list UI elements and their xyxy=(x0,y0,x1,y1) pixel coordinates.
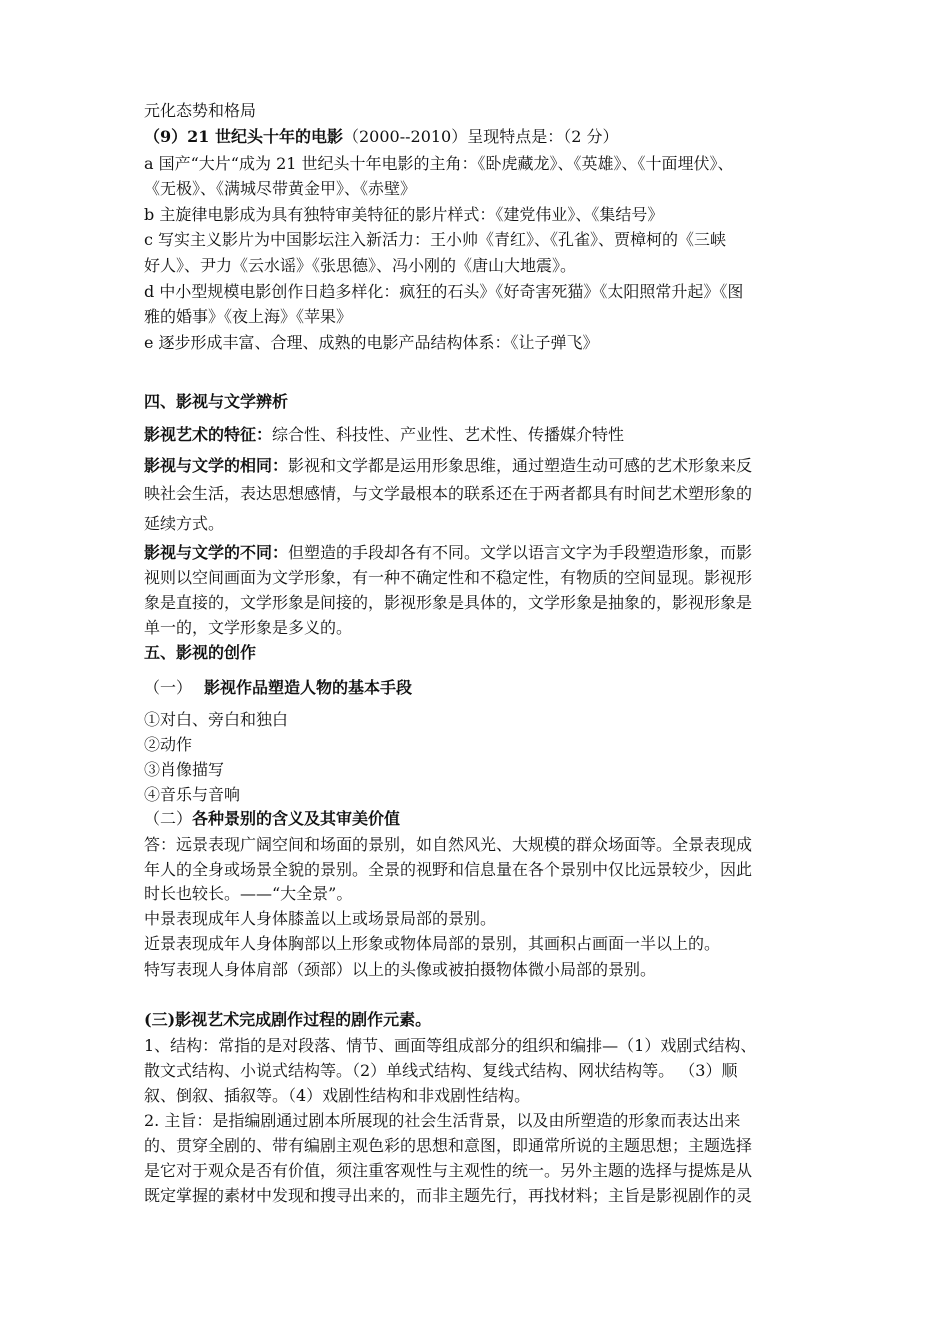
section-heading-5: 五、影视的创作 xyxy=(144,643,257,662)
label-bold: 影视与文学的不同： xyxy=(144,543,289,562)
section-heading-9 xyxy=(144,127,619,147)
text-line: 好人》、尹力《云水谣》《张思德》、冯小刚的《唐山大地震》。 xyxy=(144,256,577,275)
text-line: b 主旋律电影成为具有独特审美特征的影片样式：《建党伟业》、《集结号》 xyxy=(144,205,664,224)
text-line: 《无极》、《满城尽带黄金甲》、《赤壁》 xyxy=(144,179,417,198)
label-text: 但塑造的手段却各有不同。文学以语言文字为手段塑造形象，而影 xyxy=(288,543,753,562)
text-line: 映社会生活，表达思想感情，与文学最根本的联系还在于两者都具有时间艺术塑形象的 xyxy=(144,484,753,503)
text-line: c 写实主义影片为中国影坛注入新活力：王小帅《青红》、《孔雀》、贾樟柯的《三峡 xyxy=(144,230,727,249)
text-line: 的、贯穿全剧的、带有编剧主观色彩的思想和意图，即通常所说的主题思想；主题选择 xyxy=(144,1136,753,1155)
text-line: 雅的婚事》《夜上海》《苹果》 xyxy=(144,307,353,326)
text-line: 延续方式。 xyxy=(144,514,225,533)
list-item: ②动作 xyxy=(144,735,193,754)
subsection-heading xyxy=(144,809,400,829)
paragraph-line xyxy=(144,543,752,563)
text-line: 2. 主旨：是指编剧通过剧本所展现的社会生活背景，以及由所塑造的形象而表达出来 xyxy=(144,1111,741,1130)
text-line: 元化态势和格局 xyxy=(144,101,257,120)
subsection-title: 影视作品塑造人物的基本手段 xyxy=(204,678,413,697)
list-item: ①对白、旁白和独白 xyxy=(144,710,289,729)
subsection-heading xyxy=(144,678,412,698)
text-line: 特写表现人身体肩部（颈部）以上的头像或被拍摄物体微小局部的景别。 xyxy=(144,960,657,979)
subsection-title: 各种景别的含义及其审美价值 xyxy=(192,809,401,828)
label-bold: 影视艺术的特征： xyxy=(144,425,273,444)
text-line: 叙、倒叙、插叙等。（4）戏剧性结构和非戏剧性结构。 xyxy=(144,1086,531,1105)
text-line: 视则以空间画面为文学形象，有一种不确定性和不稳定性，有物质的空间显现。影视形 xyxy=(144,568,753,587)
text-line: 答：远景表现广阔空间和场面的景别，如自然风光、大规模的群众场面等。全景表现成 xyxy=(144,835,753,854)
text-line: 散文式结构、小说式结构等。（2）单线式结构、复线式结构、网状结构等。 （3）顺 xyxy=(144,1061,738,1080)
subsection-number: （二） xyxy=(144,809,193,828)
text-line: 1、结构：常指的是对段落、情节、画面等组成部分的组织和编排—（1）戏剧式结构、 xyxy=(144,1036,757,1055)
text-line: 近景表现成年人身体胸部以上形象或物体局部的景别，其画积占画面一半以上的。 xyxy=(144,934,721,953)
text-line: 是它对于观众是否有价值，须注重客观性与主观性的统一。另外主题的选择与提炼是从 xyxy=(144,1161,753,1180)
list-item: ③肖像描写 xyxy=(144,760,225,779)
heading-bold-part: （9）21 世纪头十年的电影 xyxy=(144,127,343,146)
label-text: 影视和文学都是运用形象思维，通过塑造生动可感的艺术形象来反 xyxy=(288,456,753,475)
subsection-heading-3: (三)影视艺术完成剧作过程的剧作元素。 xyxy=(144,1010,432,1029)
section-heading-4: 四、影视与文学辨析 xyxy=(144,392,289,411)
text-line: e 逐步形成丰富、合理、成熟的电影产品结构体系：《让子弹飞》 xyxy=(144,333,599,352)
subsection-number: （一） xyxy=(144,678,193,697)
text-line: 象是直接的，文学形象是间接的，影视形象是具体的，文学形象是抽象的，影视形象是 xyxy=(144,593,753,612)
label-text: 综合性、科技性、产业性、艺术性、传播媒介特性 xyxy=(272,425,625,444)
text-line: 年人的全身或场景全貌的景别。全景的视野和信息量在各个景别中仅比远景较少，因此 xyxy=(144,860,753,879)
text-line: 时长也较长。——“大全景”。 xyxy=(144,884,353,903)
list-item: ④音乐与音响 xyxy=(144,785,241,804)
text-line: 中景表现成年人身体膝盖以上或场景局部的景别。 xyxy=(144,909,497,928)
heading-plain-part: （2000--2010）呈现特点是：（2 分） xyxy=(342,127,619,146)
paragraph-line xyxy=(144,425,624,445)
text-line: d 中小型规模电影创作日趋多样化：疯狂的石头》《好奇害死猫》《太阳照常升起》《图 xyxy=(144,282,744,301)
text-line: a 国产“大片“成为 21 世纪头十年电影的主角：《卧虎藏龙》、《英雄》、《十面埋伏》、 xyxy=(144,154,734,173)
text-line: 单一的，文学形象是多义的。 xyxy=(144,618,353,637)
label-bold: 影视与文学的相同： xyxy=(144,456,289,475)
paragraph-line xyxy=(144,456,752,476)
text-line: 既定掌握的素材中发现和搜寻出来的，而非主题先行，再找材料；主旨是影视剧作的灵 xyxy=(144,1186,753,1205)
